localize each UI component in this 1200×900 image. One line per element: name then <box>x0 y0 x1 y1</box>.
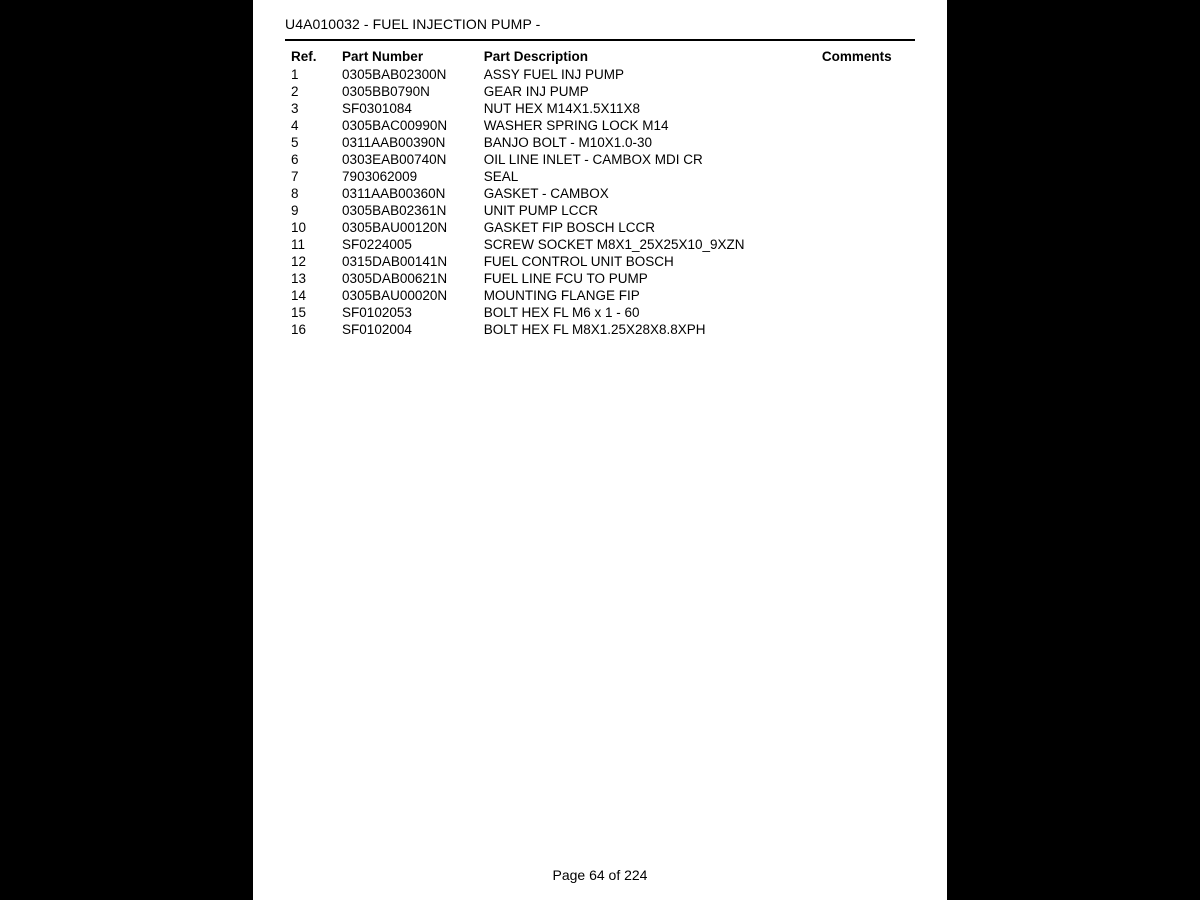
header-part-number: Part Number <box>342 49 424 64</box>
cell-ref: 3 <box>291 101 299 116</box>
cell-part-number: 0303EAB00740N <box>342 152 447 167</box>
cell-comments <box>822 168 915 185</box>
cell-part-description: NUT HEX M14X1.5X11X8 <box>483 101 641 116</box>
cell-comments <box>822 219 915 236</box>
cell-comments <box>822 236 915 253</box>
cell-part-description: SEAL <box>483 169 519 184</box>
cell-ref: 6 <box>291 152 299 167</box>
table-row <box>285 202 915 219</box>
table-row <box>285 253 915 270</box>
cell-part-description: MOUNTING FLANGE FIP <box>483 288 640 303</box>
cell-part-description: GASKET - CAMBOX <box>483 186 609 201</box>
cell-part-number: 0305BAU00120N <box>342 220 448 235</box>
cell-part-description: WASHER SPRING LOCK M14 <box>483 118 669 133</box>
table-row <box>285 304 915 321</box>
cell-part-number: 0305BAU00020N <box>342 288 448 303</box>
table-row <box>285 185 915 202</box>
cell-comments <box>822 202 915 219</box>
cell-part-description: GEAR INJ PUMP <box>483 84 589 99</box>
cell-comments <box>822 83 915 100</box>
page-number: Page 64 of 224 <box>552 867 648 883</box>
table-row <box>285 83 915 100</box>
cell-comments <box>822 100 915 117</box>
cell-part-number: 0305BAC00990N <box>342 118 448 133</box>
cell-part-description: UNIT PUMP LCCR <box>483 203 598 218</box>
cell-ref: 7 <box>291 169 299 184</box>
cell-part-number: 0305BAB02361N <box>342 203 447 218</box>
cell-part-description: SCREW SOCKET M8X1_25X25X10_9XZN <box>483 237 745 252</box>
cell-part-number: SF0224005 <box>342 237 412 252</box>
cell-ref: 11 <box>291 237 306 252</box>
table-row <box>285 270 915 287</box>
cell-ref: 8 <box>291 186 299 201</box>
cell-comments <box>822 321 915 338</box>
cell-part-number: 0311AAB00360N <box>342 186 446 201</box>
table-row <box>285 66 915 83</box>
table-row <box>285 287 915 304</box>
parts-table-body <box>285 66 915 338</box>
cell-comments <box>822 151 915 168</box>
table-row <box>285 321 915 338</box>
cell-ref: 1 <box>291 67 299 82</box>
cell-part-number: 0305BAB02300N <box>342 67 447 82</box>
cell-comments <box>822 134 915 151</box>
cell-part-number: 7903062009 <box>342 169 418 184</box>
cell-ref: 4 <box>291 118 299 133</box>
table-row <box>285 236 915 253</box>
cell-part-number: SF0102053 <box>342 305 412 320</box>
cell-comments <box>822 253 915 270</box>
cell-ref: 10 <box>291 220 307 235</box>
cell-ref: 16 <box>291 322 307 337</box>
cell-part-description: FUEL CONTROL UNIT BOSCH <box>483 254 674 269</box>
header-ref: Ref. <box>291 49 317 64</box>
cell-part-number: 0305BB0790N <box>342 84 430 99</box>
header-part-description: Part Description <box>483 49 588 64</box>
cell-part-number: 0311AAB00390N <box>342 135 446 150</box>
cell-part-number: SF0301084 <box>342 101 412 116</box>
cell-ref: 2 <box>291 84 299 99</box>
cell-ref: 12 <box>291 254 307 269</box>
cell-comments <box>822 117 915 134</box>
cell-part-description: ASSY FUEL INJ PUMP <box>483 67 624 82</box>
cell-part-description: BANJO BOLT - M10X1.0-30 <box>483 135 653 150</box>
table-row <box>285 168 915 185</box>
header-comments: Comments <box>821 49 892 64</box>
document-page <box>253 0 947 900</box>
cell-ref: 5 <box>291 135 299 150</box>
table-header-row <box>285 47 915 66</box>
cell-part-description: BOLT HEX FL M8X1.25X28X8.8XPH <box>483 322 706 337</box>
cell-comments <box>822 287 915 304</box>
document-title: U4A010032 - FUEL INJECTION PUMP - <box>285 16 541 32</box>
cell-part-description: OIL LINE INLET - CAMBOX MDI CR <box>483 152 703 167</box>
cell-comments <box>822 66 915 83</box>
cell-ref: 15 <box>291 305 307 320</box>
table-row <box>285 100 915 117</box>
cell-comments <box>822 185 915 202</box>
cell-ref: 14 <box>291 288 307 303</box>
cell-comments <box>822 304 915 321</box>
title-divider <box>285 39 915 41</box>
cell-part-description: BOLT HEX FL M6 x 1 - 60 <box>483 305 640 320</box>
cell-ref: 13 <box>291 271 307 286</box>
table-row <box>285 134 915 151</box>
cell-part-number: 0315DAB00141N <box>342 254 448 269</box>
cell-part-number: 0305DAB00621N <box>342 271 448 286</box>
cell-part-description: FUEL LINE FCU TO PUMP <box>483 271 648 286</box>
table-row <box>285 219 915 236</box>
cell-part-number: SF0102004 <box>342 322 412 337</box>
cell-part-description: GASKET FIP BOSCH LCCR <box>483 220 655 235</box>
table-row <box>285 151 915 168</box>
cell-ref: 9 <box>291 203 299 218</box>
cell-comments <box>822 270 915 287</box>
parts-table <box>285 47 915 338</box>
table-row <box>285 117 915 134</box>
